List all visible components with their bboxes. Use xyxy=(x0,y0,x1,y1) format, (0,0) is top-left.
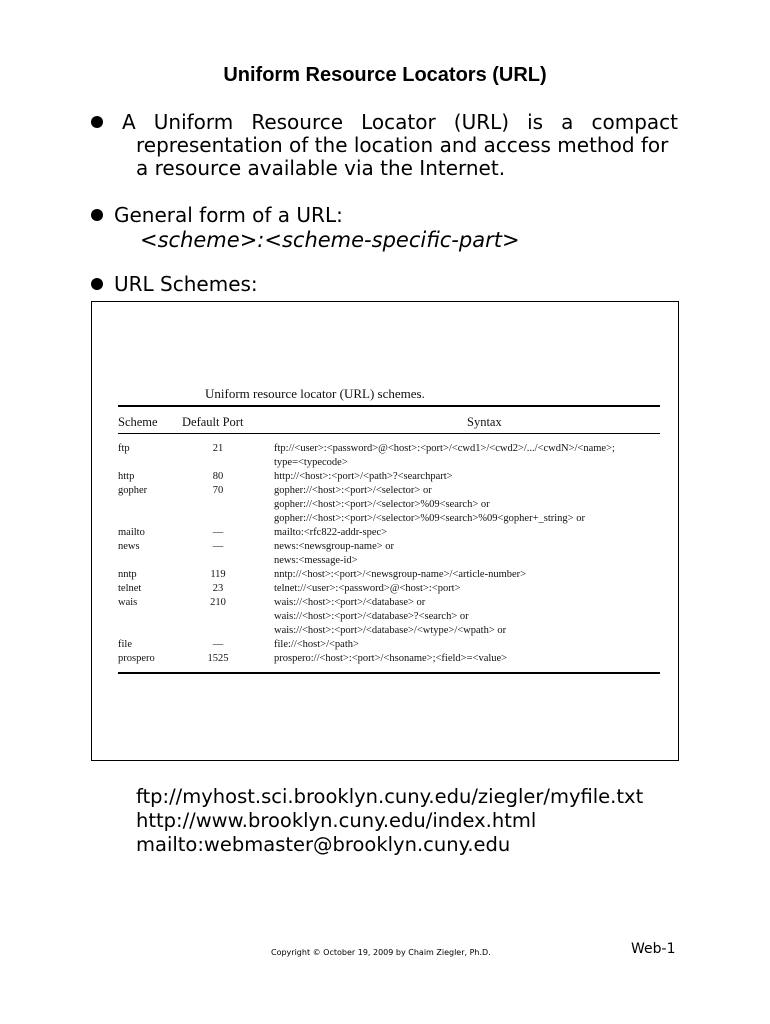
scheme-cell: wais xyxy=(118,597,138,608)
port-cell: — xyxy=(212,527,224,538)
copyright-notice: Copyright © October 19, 2009 by Chaim Ziegler, Ph.D. xyxy=(271,948,491,957)
syntax-line: news:<newsgroup-name> or xyxy=(274,541,395,552)
syntax-cell xyxy=(274,638,359,652)
syntax-cell xyxy=(274,652,507,666)
bullet-text: General form of a URL: xyxy=(114,203,343,227)
port-cell: — xyxy=(212,639,224,650)
example-url: mailto:webmaster@brooklyn.cuny.edu xyxy=(136,833,511,856)
page-number: Web-1 xyxy=(631,941,676,957)
syntax-line: wais://<host>:<port>/<database>?<search> or xyxy=(274,611,469,623)
syntax-cell xyxy=(274,596,506,639)
syntax-line: gopher://<host>:<port>/<selector> or xyxy=(274,485,432,496)
bullet-dot xyxy=(91,278,103,290)
bullet-dot xyxy=(91,116,103,128)
syntax-line: mailto:<rfc822-addr-spec> xyxy=(274,527,388,538)
scheme-cell: prospero xyxy=(118,653,155,664)
port-cell: 1525 xyxy=(207,653,229,664)
scheme-cell: telnet xyxy=(118,583,142,594)
syntax-line: gopher://<host>:<port>/<selector>%09<search> or xyxy=(274,499,490,511)
table-top-rule xyxy=(118,405,660,407)
bullet-general-form xyxy=(114,204,520,253)
syntax-cell xyxy=(274,470,453,484)
example-url: ftp://myhost.sci.brooklyn.cuny.edu/ziegler/myfile.txt xyxy=(136,785,644,808)
syntax-line: gopher://<host>:<port>/<selector>%09<search>%09<gopher+_string> or xyxy=(274,513,585,525)
table-bottom-rule xyxy=(118,672,660,674)
scheme-cell: gopher xyxy=(118,485,148,496)
syntax-line: wais://<host>:<port>/<database>/<wtype>/<wpath> or xyxy=(274,625,507,637)
port-cell: 80 xyxy=(212,471,224,482)
port-cell: 70 xyxy=(212,485,224,496)
syntax-cell xyxy=(274,442,615,470)
syntax-line: http://<host>:<port>/<path>?<searchpart> xyxy=(274,471,453,482)
syntax-cell xyxy=(274,540,394,568)
port-cell: 119 xyxy=(210,569,226,580)
column-header-syntax: Syntax xyxy=(467,415,502,429)
bullet-text: a resource available via the Internet. xyxy=(136,156,506,180)
page-title: Uniform Resource Locators (URL) xyxy=(223,64,547,86)
bullet-dot xyxy=(91,209,103,221)
bullet-text: representation of the location and access method for xyxy=(136,133,669,157)
port-cell: — xyxy=(212,541,224,552)
syntax-line: type=<typecode> xyxy=(274,457,348,469)
syntax-line: telnet://<user>:<password>@<host>:<port> xyxy=(274,583,461,594)
scheme-cell: nntp xyxy=(118,569,137,580)
table-header-rule xyxy=(118,433,660,434)
syntax-cell xyxy=(274,484,585,527)
syntax-line: nntp://<host>:<port>/<newsgroup-name>/<article-number> xyxy=(274,569,527,580)
column-header-default-port: Default Port xyxy=(182,415,244,429)
port-cell: 21 xyxy=(212,443,224,454)
syntax-line: news:<message-id> xyxy=(274,555,358,567)
bullet-url-schemes xyxy=(114,273,258,296)
bullet-text: URL Schemes: xyxy=(114,272,258,296)
syntax-cell xyxy=(274,526,387,540)
syntax-cell xyxy=(274,582,461,596)
scheme-cell: file xyxy=(118,639,132,650)
syntax-cell xyxy=(274,568,526,582)
bullet-url-definition xyxy=(122,111,682,180)
syntax-line: file://<host>/<path> xyxy=(274,639,359,650)
url-examples xyxy=(136,785,643,857)
port-cell: 210 xyxy=(210,597,226,608)
syntax-line: prospero://<host>:<port>/<hsoname>;<field>=<value> xyxy=(274,653,508,664)
url-general-form: <scheme>:<scheme-specific-part> xyxy=(140,228,520,252)
port-cell: 23 xyxy=(212,583,224,594)
scheme-cell: news xyxy=(118,541,140,552)
url-schemes-table xyxy=(91,301,679,761)
scheme-cell: ftp xyxy=(118,443,130,454)
table-caption: Uniform resource locator (URL) schemes. xyxy=(205,386,425,401)
scheme-cell: mailto xyxy=(118,527,145,538)
syntax-line: ftp://<user>:<password>@<host>:<port>/<cwd1>/<cwd2>/.../<cwdN>/<name>; xyxy=(274,443,615,454)
example-url: http://www.brooklyn.cuny.edu/index.html xyxy=(136,809,537,832)
bullet-text: A Uniform Resource Locator (URL) is a compact xyxy=(122,110,678,134)
syntax-line: wais://<host>:<port>/<database> or xyxy=(274,597,426,608)
column-header-scheme: Scheme xyxy=(118,415,158,429)
scheme-cell: http xyxy=(118,471,135,482)
